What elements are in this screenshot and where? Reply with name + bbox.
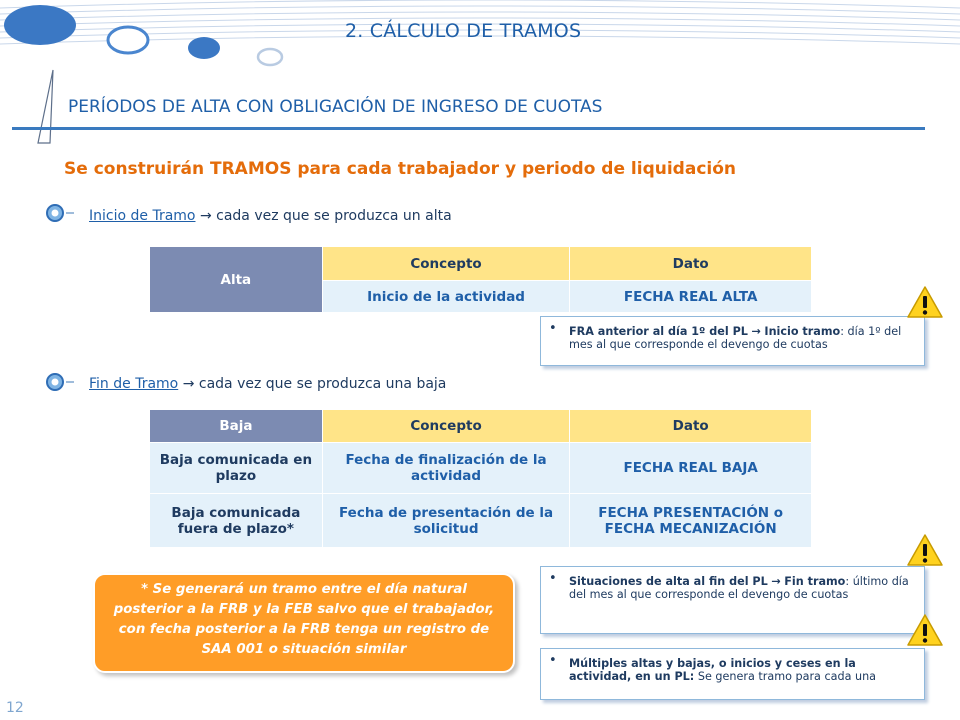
page-subtitle: PERÍODOS DE ALTA CON OBLIGACIÓN DE INGRESO DE CUOTAS — [68, 97, 603, 117]
callout-mult-text: Se genera tramo para cada una — [697, 670, 877, 683]
alta-table — [149, 246, 812, 313]
baja-col-data: Dato — [570, 410, 812, 443]
baja-col-concept: Concepto — [322, 410, 570, 443]
deco-circle-ring — [108, 27, 148, 53]
baja-concept-cell: Fecha de presentación de la solicitud — [322, 494, 570, 548]
callout-mult-bold: Múltiples altas y bajas, o inicios y ceses en la actividad, en un PL: — [569, 657, 856, 683]
callout-multiples — [540, 648, 925, 700]
page-title: 2. CÁLCULO DE TRAMOS — [345, 20, 582, 42]
note-text: * Se generará un tramo entre el día natural posterior a la FRB y la FEB salvo que el trabajador, con fecha posterior a la FRB tenga un registro de SAA 001 o situación similar — [113, 582, 495, 657]
start-tramo-text: cada vez que se produzca un alta — [216, 208, 452, 224]
callout-fin-bold: Situaciones de alta al fin del PL — [569, 575, 768, 588]
deco-circle-small — [188, 37, 220, 59]
arrow-icon: → — [182, 376, 195, 392]
callout-fra-bold: FRA anterior al día 1º del PL — [569, 325, 748, 338]
baja-type-cell: Baja comunicada fuera de plazo* — [150, 494, 323, 548]
baja-concept-cell: Fecha de finalización de la actividad — [322, 443, 570, 494]
end-tramo-link[interactable]: Fin de Tramo — [89, 376, 179, 392]
table-row — [150, 443, 812, 494]
baja-data-cell: FECHA REAL BAJA — [570, 443, 812, 494]
alta-concept-cell: Inicio de la actividad — [322, 281, 570, 313]
callout-fra-text: : día 1º del mes al que corresponde el devengo de cuotas — [569, 325, 902, 351]
warning-icon — [906, 613, 944, 647]
deco-circle-ring-small — [258, 49, 282, 65]
table-row — [150, 494, 812, 548]
baja-col-baja: Baja — [150, 410, 323, 443]
deco-slash — [38, 70, 53, 143]
note-box — [93, 573, 515, 673]
callout-fra-bold2: Inicio tramo — [764, 325, 841, 338]
baja-data-cell: FECHA PRESENTACIÓN o FECHA MECANIZACIÓN — [570, 494, 812, 548]
alta-col-concept: Concepto — [322, 247, 570, 281]
alta-row-header: Alta — [150, 247, 323, 313]
alta-col-data: Dato — [570, 247, 812, 281]
intro-text: Se construirán TRAMOS para cada trabajador y periodo de liquidación — [64, 159, 737, 179]
callout-fin-text: : último día del mes al que corresponde el devengo de cuotas — [569, 575, 909, 601]
deco-circle-large — [4, 5, 76, 45]
callout-fin-pl — [540, 566, 925, 634]
bullet-end-tramo — [89, 376, 446, 392]
baja-type-cell: Baja comunicada en plazo — [150, 443, 323, 494]
arrow-icon: → — [771, 575, 781, 588]
arrow-icon: → — [199, 208, 212, 224]
alta-data-cell: FECHA REAL ALTA — [570, 281, 812, 313]
warning-icon — [906, 285, 944, 319]
start-tramo-link[interactable]: Inicio de Tramo — [89, 208, 196, 224]
bullet-dot-icon: • — [549, 321, 557, 336]
baja-table — [149, 409, 812, 548]
bullet-dot-icon: • — [549, 571, 557, 586]
bullet-dot-icon: • — [549, 653, 557, 668]
bullet-ring-icon — [44, 202, 82, 224]
callout-fin-bold2: Fin tramo — [784, 575, 846, 588]
warning-icon — [906, 533, 944, 567]
bullet-ring-icon — [44, 371, 82, 393]
header-divider — [12, 127, 925, 130]
arrow-icon: → — [751, 325, 761, 338]
end-tramo-text: cada vez que se produzca una baja — [198, 376, 447, 392]
callout-fra — [540, 316, 925, 366]
page-number: 12 — [6, 700, 24, 716]
bullet-start-tramo — [89, 208, 452, 224]
